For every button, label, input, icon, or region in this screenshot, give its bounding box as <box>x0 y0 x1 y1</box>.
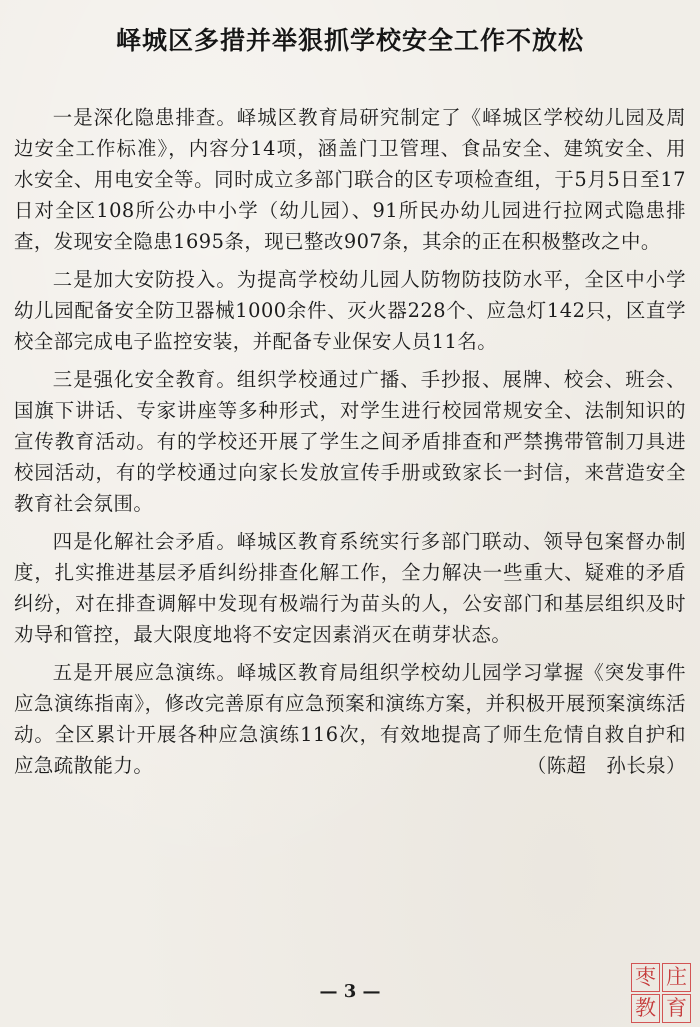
paragraph-3: 三是强化安全教育。组织学校通过广播、手抄报、展牌、校会、班会、国旗下讲话、专家讲座等多种形式，对学生进行校园常规安全、法制知识的宣传教育活动。有的学校还开展了学生之间矛盾排查和严禁携带管制刀具进校园活动，有的学校通过向家长发放宣传手册或致家长一封信，来营造安全教育社会氛围。 <box>14 368 686 515</box>
author-credit: （陈超 孙长泉） <box>526 754 686 777</box>
stamp-char-3: 教 <box>631 994 660 1023</box>
paragraph-4: 四是化解社会矛盾。峄城区教育系统实行多部门联动、领导包案督办制度，扎实推进基层矛盾纠纷排查化解工作，全力解决一些重大、疑难的矛盾纠纷，对在排查调解中发现有极端行为苗头的人，公安部门和基层组织及时劝导和管控，最大限度地将不安定因素消灭在萌芽状态。 <box>14 530 686 646</box>
stamp-char-4: 育 <box>662 994 691 1023</box>
paragraph-2: 二是加大安防投入。为提高学校幼儿园人防物防技防水平，全区中小学幼儿园配备安全防卫器械1000余件、灭火器228个、应急灯142只，区直学校全部完成电子监控安装，并配备专业保安人员11名。 <box>14 268 686 353</box>
article-body <box>14 102 686 788</box>
paragraph-5-text: 五是开展应急演练。峄城区教育局组织学校幼儿园学习掌握《突发事件应急演练指南》，修改完善原有应急预案和演练方案，并积极开展预案演练活动。全区累计开展各种应急演练116次，有效地提高了师生危情自救自护和应急疏散能力。 <box>14 661 686 777</box>
stamp-char-2: 庄 <box>662 963 691 992</box>
stamp-char-1: 枣 <box>631 963 660 992</box>
page-number: — 3 — <box>319 981 381 1002</box>
paragraph-1: 一是深化隐患排查。峄城区教育局研究制定了《峄城区学校幼儿园及周边安全工作标准》，内容分14项，涵盖门卫管理、食品安全、建筑安全、用水安全、用电安全等。同时成立多部门联合的区专项检查组，于5月5日至17日对全区108所公办中小学（幼儿园）、91所民办幼儿园进行拉网式隐患排查，发现安全隐患1695条，现已整改907条，其余的正在积极整改之中。 <box>14 106 686 253</box>
seal-stamp <box>630 962 692 1024</box>
article-title: 峄城区多措并举狠抓学校安全工作不放松 <box>115 26 584 55</box>
paragraph-5 <box>14 657 686 781</box>
